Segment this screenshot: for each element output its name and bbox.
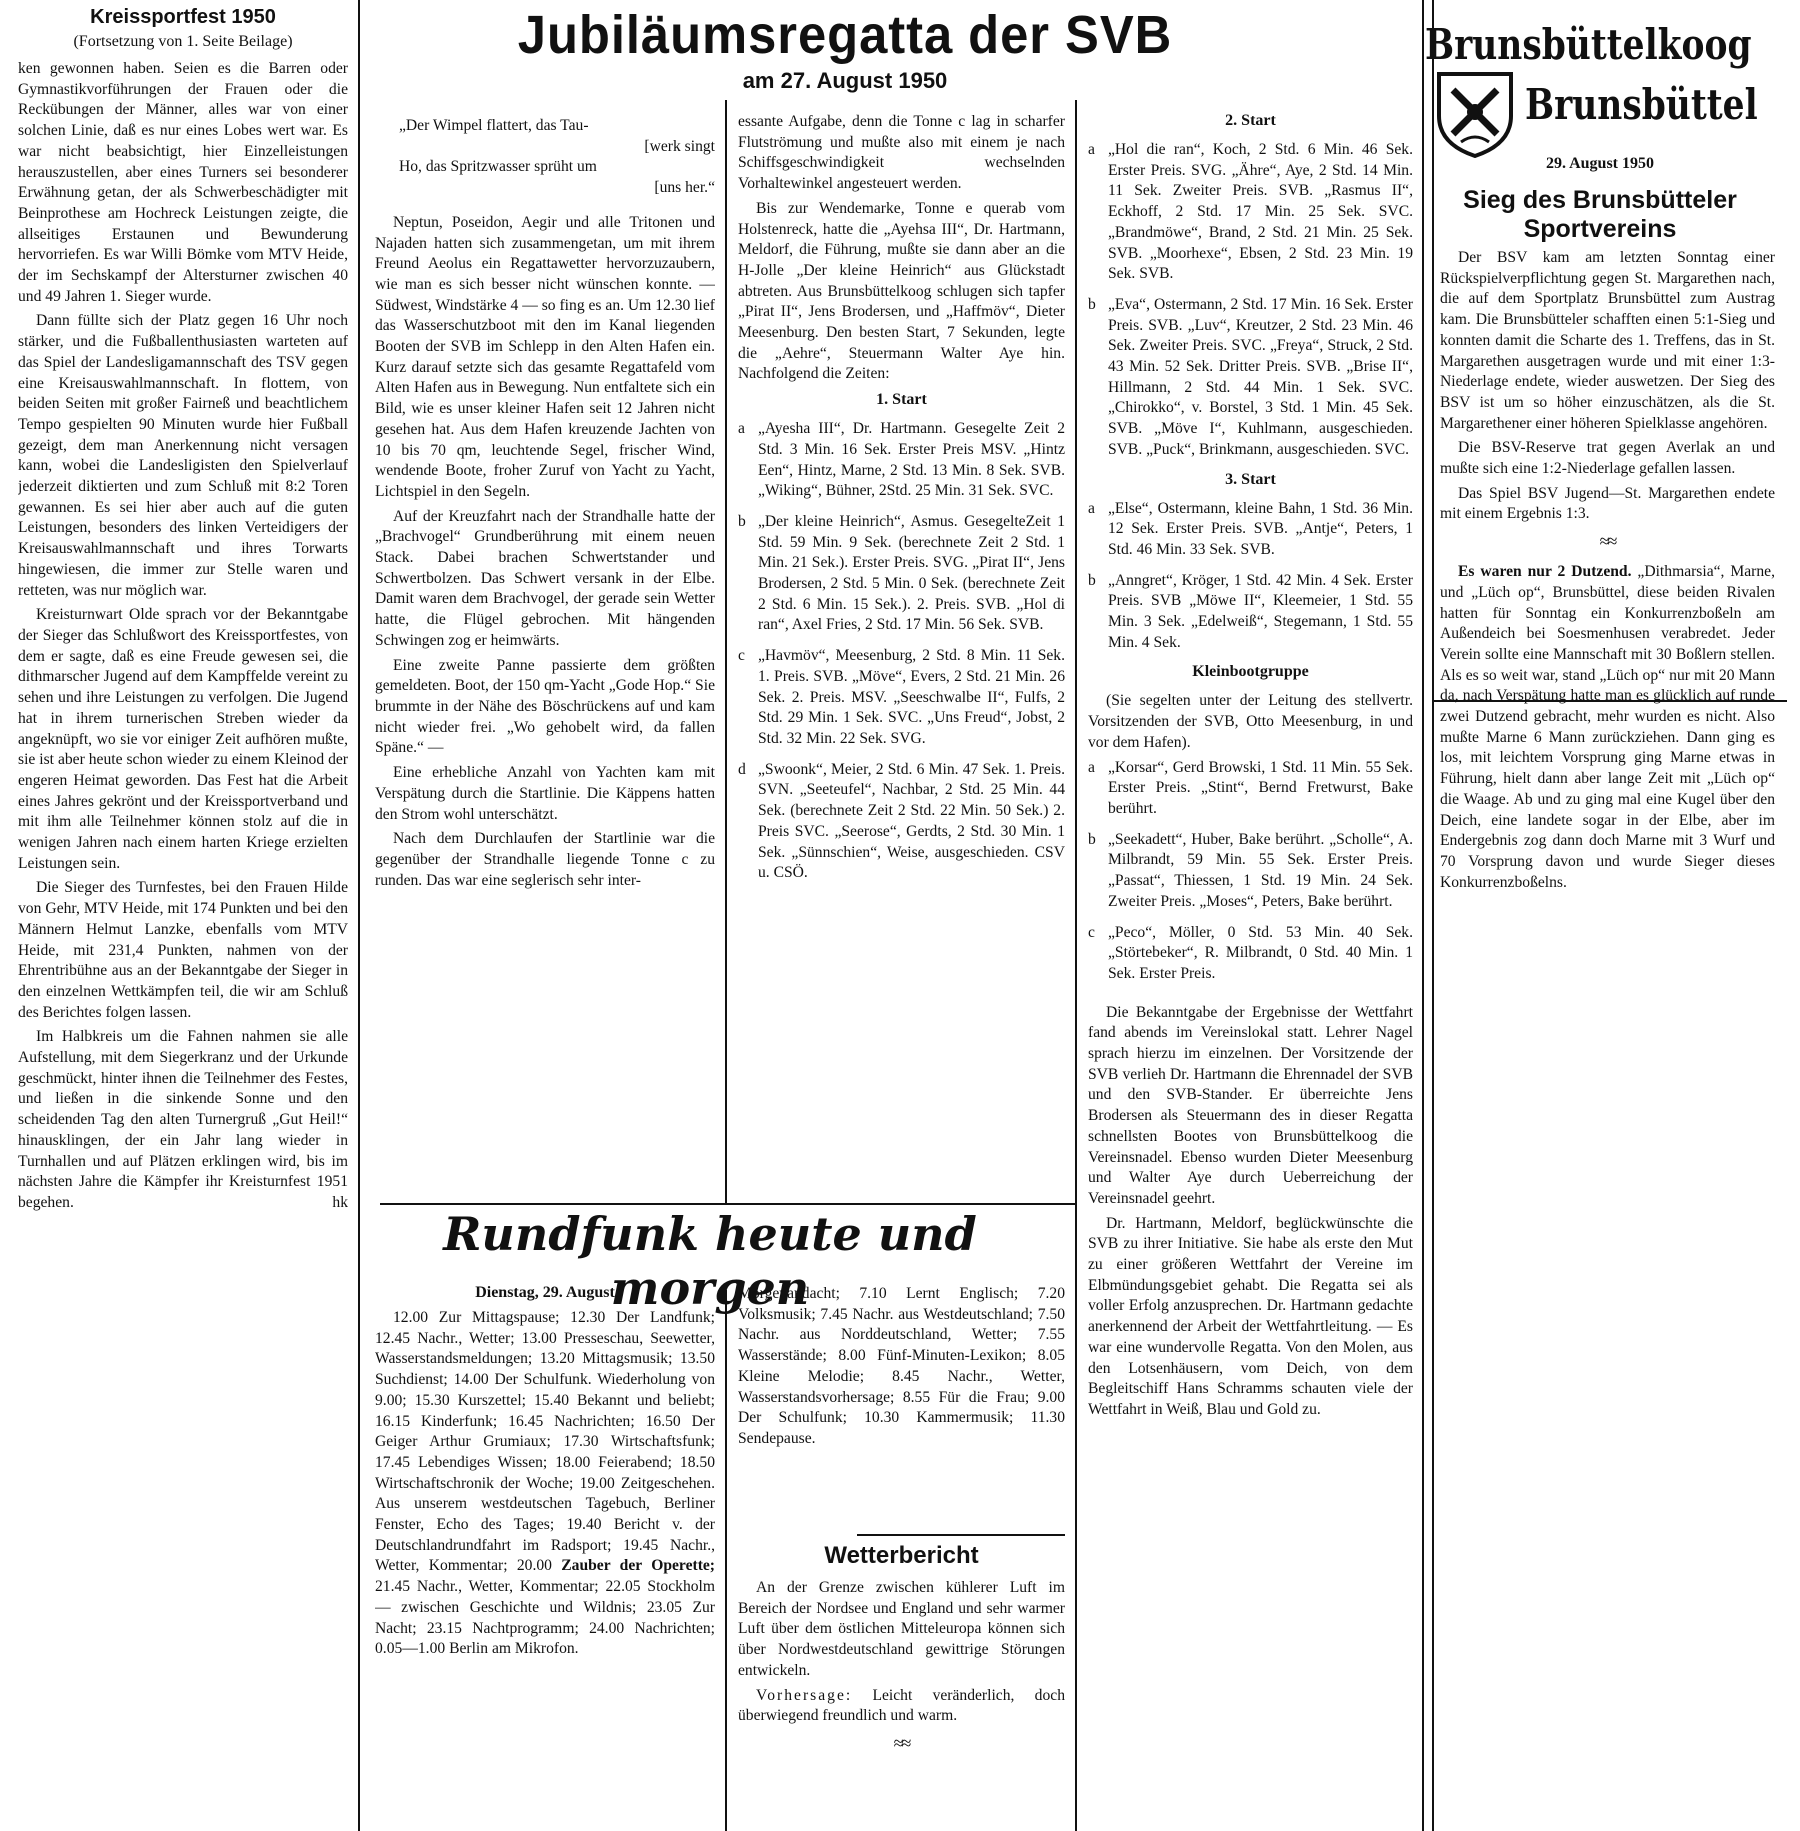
radio-column-2 <box>738 1284 1065 1534</box>
radio-listing-text: 12.00 Zur Mittagspause; 12.30 Der Landfunk; 12.45 Nachr., Wetter; 13.00 Presseschau, Seewetter, Wasserstandsmeldungen; 13.20 Mittagsmusik; 13.50 Suchdienst; 14.00 Der Schulfunk. Wiederholung von 9.00; 15.30 Kurszettel; 15.40 Bekannt und beliebt; 16.15 Kinderfunk; 16.45 Nachrichten; 16.50 Der Geiger Arthur Grumiaux; 17.30 Wirtschaftsfunk; 17.45 Lebendiges Wissen; 18.00 Feierabend; 18.50 Wirtschaftschronik der Woche; 19.00 Zeitgeschehen. Aus unserem westdeutschen Tagebuch, Berliner Fenster, Echo des Tages; 19.40 Bericht v. der Deutschlandrundfahrt im Radsport; 19.45 Nachr., Wetter, Kommentar; 20.00 <box>375 1309 715 1575</box>
result-entry <box>1088 295 1413 461</box>
poem-line: [uns her.“ <box>654 179 715 197</box>
entry-letter: c <box>1088 923 1095 941</box>
poem-line: „Der Wimpel flattert, das Tau- <box>399 117 589 134</box>
article-paragraph: Der BSV kam am letzten Sonntag einer Rückspielverpflichtung gegen St. Margarethen nach, die auf dem Sportplatz Brunsbüttel zum Austrag kam. Die Brunsbütteler schafften einen 5:1-Sieg und konnten damit die Scharte des 1. Treffens, das in St. Margarethen ausgetragen wurde und mit einer 1:3-Niederlage endete, wieder auswetzen. Der Sieg des BSV ist um so höher einzuschätzen, als die St. Margarethener einer höheren Spielklasse angehören. <box>1440 249 1775 432</box>
entry-text: „Korsar“, Gerd Browski, 1 Std. 11 Min. 55 Sek. Erster Preis. „Stint“, Bernd Fretwurst, Bake berührt. <box>1108 758 1413 817</box>
article-paragraph: essante Aufgabe, denn die Tonne c lag in scharfer Flutströmung und mußte also mit einem je nach Schiffsgeschwindigkeit wechselnden Vorhaltewinkel angesteuert werden. <box>738 113 1065 193</box>
entry-letter: c <box>738 647 745 665</box>
column-rule <box>725 1290 727 1831</box>
article-paragraph: Dann füllte sich der Platz gegen 16 Uhr noch stärker, und die Fußballenthusiasten warteten auf das Spiel der Landesligamannschaft des TSV gegen eine Kreisauswahlmannschaft. In flottem, von beiden Seiten mit großer Fairneß und beachtlichem Tempo gespielten 90 Minuten wurde hier Fußball gezeigt, dem man Anerkennung nicht versagen kann, wobei die Landesligisten den Spielverlauf jederzeit diktierten und zum Schluß mit 8:2 Toren gewannen. Es sei hier aber auch auf die guten Leistungen, besonders des linken Verteidigers der Kreisauswahlmannschaft und ihres Torwarts hingewiesen, die immer zur Stelle waren und retteten, was nur möglich war. <box>18 312 348 599</box>
entry-letter: b <box>738 512 746 530</box>
left-article <box>18 6 348 1826</box>
entry-letter: b <box>1088 571 1096 589</box>
masthead-date: 29. August 1950 <box>1545 155 1655 172</box>
entry-text: „Havmöv“, Meesenburg, 2 Std. 8 Min. 11 Sek. 1. Preis. SVB. „Möve“, Evers, 2 Std. 21 Min. 26 Sek. 2. Preis. MSV. „Seeschwalbe II“, Fulfs, 2 Std. 29 Min. 1 Sek. SVC. „Uns Freud“, Jobst, 2 Std. 32 Min. 22 Sek. SVG. <box>758 647 1065 747</box>
entry-text: „Swoonk“, Meier, 2 Std. 6 Min. 47 Sek. 1. Preis. SVN. „Seeteufel“, Nachbar, 2 Std. 25 Min. 44 Sek. (berechnete Zeit 2 Std. 22 Min. 50 Sek.) 2. Preis SVC. „Seerose“, Gerdts, 2 Std. 30 Min. 1 Sek. „Sünnschien“, Weise, ausgeschieden. CSV u. CSÖ. <box>758 760 1065 882</box>
entry-letter: d <box>738 760 746 778</box>
entry-letter: a <box>1088 499 1095 517</box>
radio-highlight: Zauber der Operette; <box>561 1557 715 1575</box>
forecast-text: Leicht veränderlich, doch überwiegend freundlich und warm. <box>738 1686 1065 1725</box>
regatta-column-3 <box>1088 112 1413 1831</box>
regatta-title: Jubiläumsregatta der SVB <box>517 5 1173 65</box>
result-entry <box>738 646 1065 750</box>
weather-forecast <box>738 1686 1065 1727</box>
weather-text: An der Grenze zwischen kühlerer Luft im Bereich der Nordsee und England und sehr warmer Luft über dem östlichen Mitteleuropa können sich über Nordwestdeutschland gewittrige Störungen entwickeln. <box>738 1579 1065 1679</box>
radio-column-1 <box>375 1284 715 1829</box>
article-paragraph-text: „Dithmarsia“, Marne, und „Lüch op“, Brunsbüttel, diese beiden Rivalen hatten für Sonntag ein Konkurrenzboßeln am Außendeich bei Soesmenhusen verabredet. Jeder Verein sollte eine Mannschaft mit 30 Boßlern stellen. Als es so weit war, stand „Lüch op“ nur mit 20 Mann da, nach Verspätung hatte man es glücklich auf runde zwei Dutzend gebracht, mehr wurden es nicht. Also mußte Marne 6 Mann zurückziehen. Dann ging es los, mit leichtem Vorsprung ging Marne etwas in Führung, hielt dann aber lange Zeit mit „Lüch op“ die Waage. Ab und zu ging mal eine Kugel über den Deich, eine landete sogar in der Elbe, aber im Endergebnis zog dann doch Marne mit 3 Wurf und 70 Vorsprung davon und wurde Sieger dieses Konkurrenzboßelns. <box>1440 563 1775 891</box>
sport-title: Sieg des Brunsbütteler Sportvereins <box>1463 186 1737 243</box>
right-article <box>1440 248 1775 1808</box>
article-paragraph: Die Bekanntgabe der Ergebnisse der Wettfahrt fand abends im Vereinslokal statt. Lehrer Nagel sprach hierzu im einzelnen. Der Vorsitzende der SVB verlieh Dr. Hartmann die Ehrennadel der SVB und den SVB-Stander. Er überreichte Jens Brodersen als Steuermann des in dieser Regatta schnellsten Bootes von Brunsbüttelkoog die Vereinsnadel. Ebenso wurden Dieter Meesenburg und Walter Aye durch Ueberreichung der Vereinsnadel geehrt. <box>1088 1003 1413 1207</box>
entry-text: „Seekadett“, Huber, Bake berührt. „Scholle“, A. Milbrandt, 59 Min. 55 Sek. Erster Preis. „Passat“, Thiessen, 1 Std. 19 Min. 24 Sek. Zweiter Preis. „Moses“, Peters, Bake berührt. <box>1108 830 1413 910</box>
article-paragraph: Bis zur Wendemarke, Tonne e querab vom Holstenreck, hatte die „Ayehsa III“, Dr. Hartmann, Meldorf, die Führung, mußte sie dann aber an die H-Jolle „Der kleine Heinrich“ aus Glückstadt abtreten. Aus Brunsbüttelkoog schlugen sich tapfer „Pirat II“, Jens Brodersen, und „Haffmöv“, Dieter Meesenburg. Den besten Start, 7 Sekunden, legte die „Aehre“, Steuermann Walter Aye hin. Nachfolgend die Zeiten: <box>738 199 1065 383</box>
column-rule <box>358 0 360 1831</box>
entry-letter: a <box>738 420 745 438</box>
crest-icon <box>1431 70 1519 158</box>
start-heading: 3. Start <box>1225 470 1276 488</box>
group-heading: Kleinbootgruppe <box>1192 663 1309 681</box>
section-rule <box>857 1534 1066 1536</box>
entry-text: „Hol die ran“, Koch, 2 Std. 6 Min. 46 Sek. Erster Preis. SVG. „Ähre“, Aye, 2 Std. 14 Min. 11 Sek. Zweiter Preis. SVB. „Rasmus II“, Eckhoff, 2 Std. 17 Min. 25 Sek. SVC. „Brandmöwe“, Brand, 2 Std. 21 Min. 25 Sek. SVB. „Moorhexe“, Ebsen, 2 Std. 23 Min. 19 Sek. SVB. <box>1108 141 1413 283</box>
result-entry <box>1088 923 1413 985</box>
entry-letter: b <box>1088 295 1096 313</box>
masthead <box>1425 18 1775 158</box>
section-rule <box>380 1203 1075 1205</box>
weather-box <box>738 1534 1065 1831</box>
entry-letter: a <box>1088 141 1095 158</box>
article-paragraph: ken gewonnen haben. Seien es die Barren oder Gymnastikvorführungen der Frauen oder die Reckübungen der Männer, alles war von einer solchen Linie, daß es nur eines Lobes wert war. Es war nicht beabsichtigt, hier Einzelleistungen herauszustellen, aber eines Turners sei besonderer Erwähnung getan, der als Schwerbeschädigter mit Beinprothese am Hochreck Leistungen zeigte, die allseitiges Erstaunen und Bewunderung hervorriefen. Es war Willi Bömke vom MTV Heide, der im Sechskampf der Altersturner zwischen 40 und 49 Jahren 1. Sieger wurde. <box>18 60 348 305</box>
entry-text: „Ayesha III“, Dr. Hartmann. Gesegelte Zeit 2 Std. 3 Min. 16 Sek. Erster Preis MSV. „Hintz Een“, Hintz, Marne, 2 Std. 13 Min. 8 Sek. SVB. „Wiking“, Bühner, 2Std. 25 Min. 31 Sek. SVC. <box>758 420 1065 500</box>
column-rule <box>725 100 727 1205</box>
start-heading: 1. Start <box>876 391 927 409</box>
entry-text: „Peco“, Möller, 0 Std. 53 Min. 40 Sek. „Störtebeker“, R. Milbrandt, 0 Std. 40 Min. 1 Sek. Erster Preis. <box>1108 923 1413 982</box>
forecast-label: Vorhersage: <box>756 1686 853 1704</box>
poem-line: Ho, das Spritzwasser sprüht um <box>399 158 597 176</box>
ornament: ≈≈ <box>893 1732 910 1753</box>
regatta-column-2 <box>738 112 1065 1202</box>
radio-title: Rundfunk heute und morgen <box>443 1207 977 1315</box>
entry-text: „Else“, Ostermann, kleine Bahn, 1 Std. 36 Min. 12 Sek. Erster Preis. SVB. „Antje“, Peters, 1 Std. 46 Min. 33 Sek. SVB. <box>1108 499 1413 558</box>
result-entry <box>1088 571 1413 654</box>
column-rule <box>1075 100 1077 1831</box>
entry-text: „Anngret“, Kröger, 1 Std. 42 Min. 4 Sek. Erster Preis. SVB „Möwe II“, Kleemeier, 1 Std. 55 Min. 3 Sek. „Edelweiß“, Stegemann, 1 Std. 55 Min. 4 Sek. <box>1108 571 1413 651</box>
article-paragraph: Eine zweite Panne passierte dem größten gemeldeten. Boot, der 150 qm-Yacht „Gode Hop.“ Sie brummte in der Nähe des Böschrückens auf und kam nicht wieder frei. „Wo gehobelt wird, da fallen Späne.“ — <box>375 656 715 757</box>
radio-listing <box>375 1308 715 1660</box>
entry-letter: a <box>1088 758 1095 776</box>
poem <box>375 116 715 199</box>
article-paragraph: Nach dem Durchlaufen der Startlinie war die gegenüber der Strandhalle liegende Tonne c zu runden. Das war eine seglerisch sehr inter- <box>375 830 715 889</box>
article-paragraph: Auf der Kreuzfahrt nach der Strandhalle hatte der „Brachvogel“ Grundberührung mit einem neuen Stack. Dabei brachen Schwertstander und Schwertbolzen. Das Schwert versank in der Elbe. Damit waren dem Brachvogel, der gerade sein Wetter hatte, die Flügel gebrochen. Mit hängenden Schwingen zog er heimwärts. <box>375 507 715 649</box>
ornament: ≈≈ <box>1599 531 1616 552</box>
article-paragraph: Die BSV-Reserve trat gegen Averlak an und mußte sich eine 1:2-Niederlage gefallen lassen. <box>1440 439 1775 478</box>
group-intro: (Sie segelten unter der Leitung des stellvertr. Vorsitzenden der SVB, Otto Meesenburg, in und vor dem Hafen). <box>1088 692 1413 751</box>
article-paragraph <box>18 1027 348 1213</box>
result-entry <box>738 512 1065 636</box>
article-paragraph: Die Sieger des Turnfestes, bei den Frauen Hilde von Gehr, MTV Heide, mit 174 Punkten und bei den Männern Helmut Lanzke, ebenfalls vom MTV Heide, mit 231,4 Punkten, nahmen von der Ehrentribühne aus an der Bekanntgabe der Sieger in den einzelnen Wettkämpfen teil, die wir am Schluß des Berichtes folgen lassen. <box>18 879 348 1021</box>
article-paragraph: Dr. Hartmann, Meldorf, beglückwünschte die SVB zu ihrer Initiative. Sie habe als erste den Mut zu einer größeren Wettfahrt der Vereine im Elbmündungsgebiet gehabt. Die Regatta sei als voller Erfolg anzusprechen. Dr. Hartmann gedachte anerkennend der Arbeit der Wettfahrtleitung. — Es war eine wundervolle Regatta. Von den Molen, aus den Lotsenhäusern, vom Deich, von dem Begleitschiff Hans Schramms schauten viele der Wettfahrt in Weiß, Blau und Gold zu. <box>1088 1214 1413 1418</box>
article-paragraph: Eine erhebliche Anzahl von Yachten kam mit Verspätung durch die Startlinie. Die Käppens hatten den Strom wohl unterschätzt. <box>375 764 715 823</box>
radio-listing: Morgenandacht; 7.10 Lernt Englisch; 7.20 Volksmusik; 7.45 Nachr. aus Westdeutschland; 7.50 Nachr. aus Norddeutschland, Wetter; 7.55 Wasserstände; 8.00 Fünf-Minuten-Lexikon; 8.05 Kleine Melodie; 8.45 Nachr., Wetter, Wasserstandsvorhersage; 8.55 Für die Frau; 9.00 Der Schulfunk; 10.30 Kammermusik; 11.30 Sendepause. <box>738 1285 1065 1447</box>
article-paragraph: Das Spiel BSV Jugend—St. Margarethen endete mit einem Ergebnis 1:3. <box>1440 484 1775 523</box>
weather-title: Wetterbericht <box>824 1542 979 1569</box>
radio-listing-text: 21.45 Nachr., Wetter, Kommentar; 22.05 Stockholm — zwischen Geschichte und Wildnis; 23.05 Zur Nacht; 23.15 Nachtprogramm; 24.00 Nachrichten; 0.05—1.00 Berlin am Mikrofon. <box>375 1578 715 1658</box>
regatta-date: am 27. August 1950 <box>742 68 948 93</box>
article-continued: (Fortsetzung von 1. Seite Beilage) <box>73 33 293 50</box>
radio-day: Dienstag, 29. August <box>475 1284 615 1301</box>
article-paragraph: Neptun, Poseidon, Aegir und alle Tritonen und Najaden hatten sich zusammengetan, um mit ihrem Freund Aeolus ein Regattawetter hervorzuzaubern, wie man es sich besser nicht wünschen konnte. — Südwest, Windstärke 4 — so fing es an. Um 12.30 lief das Wasserschutzboot mit den im Kanal liegenden Booten der SVB im Schlepp in den Alten Hafen ein. Kurz darauf setzte sich das gesamte Regattafeld vom Alten Hafen aus in Bewegung. Nun entfaltete sich ein Bild, wie es unser kleiner Hafen seit 12 Jahren nicht gesehen hat. Aus dem Hafen kreuzende Jachten von 10 bis 70 qm, leuchtende Segel, frischer Wind, wendende Boote, froher Zuruf von Yacht zu Yacht, Lichtspiel in den Segeln. <box>375 213 715 500</box>
result-entry <box>1088 758 1413 820</box>
entry-text: „Eva“, Ostermann, 2 Std. 17 Min. 16 Sek. Erster Preis. SVB. „Luv“, Kreutzer, 2 Std. 23 Min. 46 Sek. Zweiter Preis. SVC. „Freya“, Struck, 2 Std. 43 Min. 52 Sek. Dritter Preis. SVB. „Brise II“, Hillmann, 2 Std. 44 Min. 1 Sek. SVC. „Chirokko“, v. Borstel, 3 Std. 1 Min. 45 Sek. SVB. „Möve I“, Kuhlmann, ausgeschieden. SVB. „Puck“, Brinkmann, ausgeschieden. SVC. <box>1108 295 1413 458</box>
author-signature: hk <box>332 1193 348 1211</box>
article-kicker: Kreissportfest 1950 <box>90 6 276 28</box>
poem-line: [werk singt <box>644 137 715 155</box>
result-entry <box>738 760 1065 884</box>
entry-letter: b <box>1088 830 1096 848</box>
result-entry <box>1088 140 1413 285</box>
article-paragraph <box>1440 562 1775 893</box>
article-paragraph: Kreisturnwart Olde sprach vor der Bekanntgabe der Sieger das Schlußwort des Kreissportfestes, von dem er sagte, daß es eine Freude gewesen sei, die dithmarscher Jugend auf dem Kampffelde vereint zu sehen und ihre Leistungen zu verfolgen. Die Jugend hat in ihrem turnerischen Streben wieder da angeknüpft, wo sie vor einiger Zeit aufhören mußte, sie ist aber heute schon wieder zu einem Kleinod der engeren Heimat geworden. Das Fest hat die Arbeit eines Jahres gekrönt und der Kreissportverband und mit ihm alle Teilnehmer können stolz auf die in wenigen Jahren nach einem harten Kriege erzielten Leistungen sein. <box>18 606 348 872</box>
masthead-line: Brunsbüttelkoog <box>1425 20 1752 69</box>
column-rule <box>1422 0 1424 1831</box>
column-rule <box>1432 0 1434 1831</box>
start-heading: 2. Start <box>1225 112 1276 129</box>
result-entry <box>1088 830 1413 913</box>
masthead-line: Brunsbüttel <box>1525 80 1758 129</box>
result-entry <box>1088 499 1413 561</box>
result-entry <box>738 419 1065 502</box>
article-lead: Es waren nur 2 Dutzend. <box>1458 563 1632 581</box>
regatta-column-1 <box>375 112 715 1202</box>
entry-text: „Der kleine Heinrich“, Asmus. GesegelteZeit 1 Std. 59 Min. 9 Sek. (berechnete Zeit 2 Std. 1 Min. 21 Sek.). Erster Preis. SVG. „Pirat II“, Jens Brodersen, 2 Std. 5 Min. 0 Sek. (berechnete Zeit 2 Std. 6 Min. 15 Sek.). 2. Preis. SVB. „Hol di ran“, Axel Fries, 2 Std. 17 Min. 56 Sek. SVB. <box>758 512 1065 634</box>
article-paragraph-text: Im Halbkreis um die Fahnen nahmen sie alle Aufstellung, mit dem Siegerkranz und der Urkunde geschmückt, hinter ihnen die Teilnehmer des Festes, und ließen in die sinkende Sonne und den scheidenden Tag den alten Turnergruß „Gut Heil!“ hinausklingen, der ein Jahr lang wieder in Turnhallen und auf Plätzen erklingen wird, bis im nächsten Jahre die Kämpfer ihr Kreisturnfest 1951 begehen. <box>18 1028 348 1211</box>
